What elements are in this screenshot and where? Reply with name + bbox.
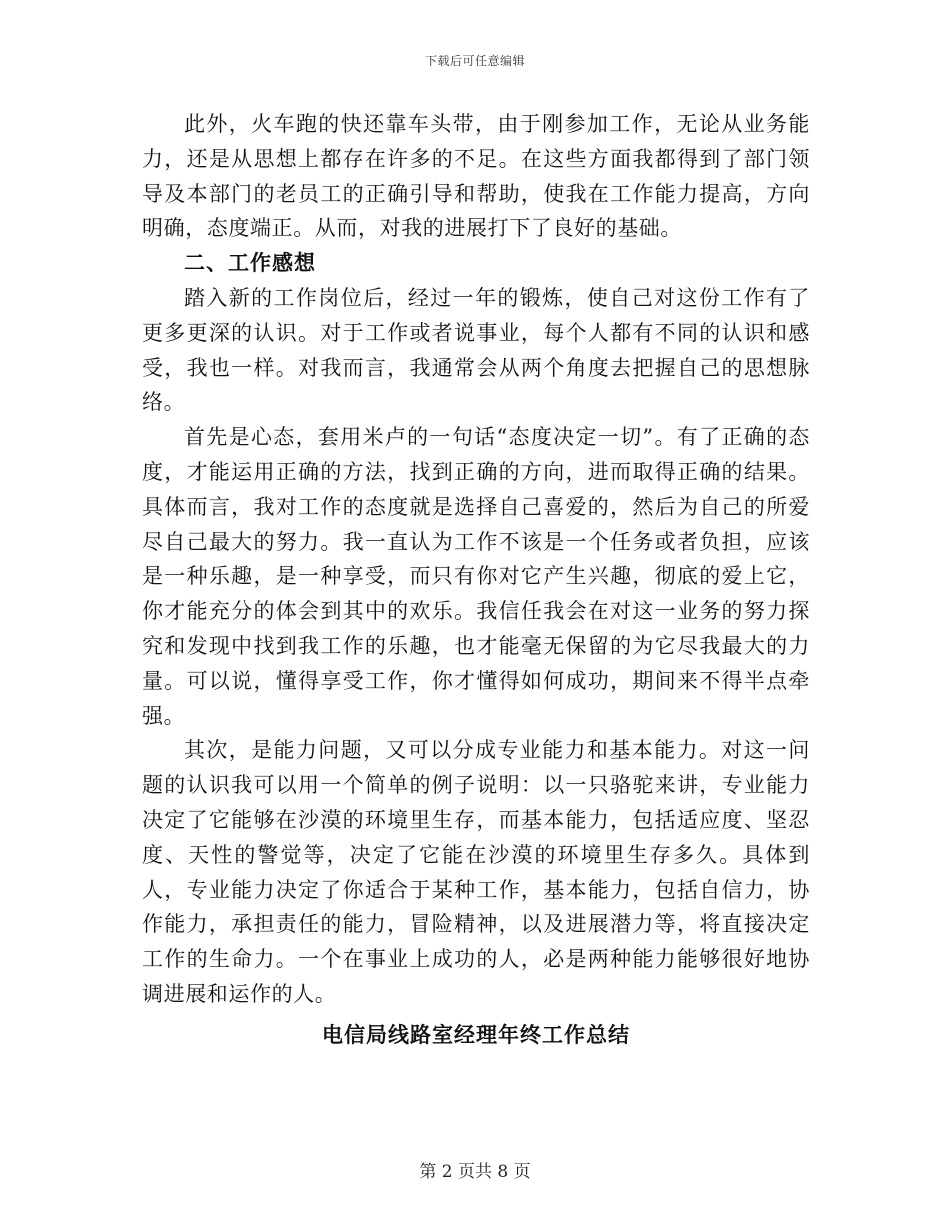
paragraph-4: 其次，是能力问题，又可以分成专业能力和基本能力。对这一问题的认识我可以用一个简单的例子说明：以一只骆驼来讲，专业能力决定了它能够在沙漠的环境里生存，而基本能力，包括适应度、坚忍度、天性的警觉等，决定了它能在沙漠的环境里生存多久。具体到人，专业能力决定了你适合于某种工作，基本能力，包括自信力，协作能力，承担责任的能力，冒险精神，以及进展潜力等，将直接决定工作的生命力。一个在事业上成功的人，必是两种能力能够很好地协调进展和运作的人。 [142,738,810,1006]
paragraph-3: 首先是心态，套用米卢的一句话“态度决定一切”。有了正确的态度，才能运用正确的方法，找到正确的方向，进而取得正确的结果。具体而言，我对工作的态度就是选择自己喜爱的，然后为自己的所爱尽自己最大的努力。我一直认为工作不该是一个任务或者负担，应该是一种乐趣，是一种享受，而只有你对它产生兴趣，彻底的爱上它，你才能充分的体会到其中的欢乐。我信任我会在对这一业务的努力探究和发现中找到我工作的乐趣，也才能毫无保留的为它尽我最大的力量。可以说，懂得享受工作，你才懂得如何成功，期间来不得半点牵强。 [142,425,810,728]
document-body [142,107,810,1053]
paragraph-1: 此外，火车跑的快还靠车头带，由于刚参加工作，无论从业务能力，还是从思想上都存在许多的不足。在这些方面我都得到了部门领导及本部门的老员工的正确引导和帮助，使我在工作能力提高，方向明确，态度端正。从而，对我的进展打下了良好的基础。 [142,112,810,241]
page-footer: 第 2 页共 8 页 [419,1162,531,1182]
document-title: 电信局线路室经理年终工作总结 [322,1021,630,1047]
paragraph-2: 踏入新的工作岗位后，经过一年的锻炼，使自己对这份工作有了更多更深的认识。对于工作或者说事业，每个人都有不同的认识和感受，我也一样。对我而言，我通常会从两个角度去把握自己的思想脉络。 [142,285,810,415]
page-header: 下载后可任意编辑 [424,54,525,68]
section-heading: 二、工作感想 [184,250,316,276]
